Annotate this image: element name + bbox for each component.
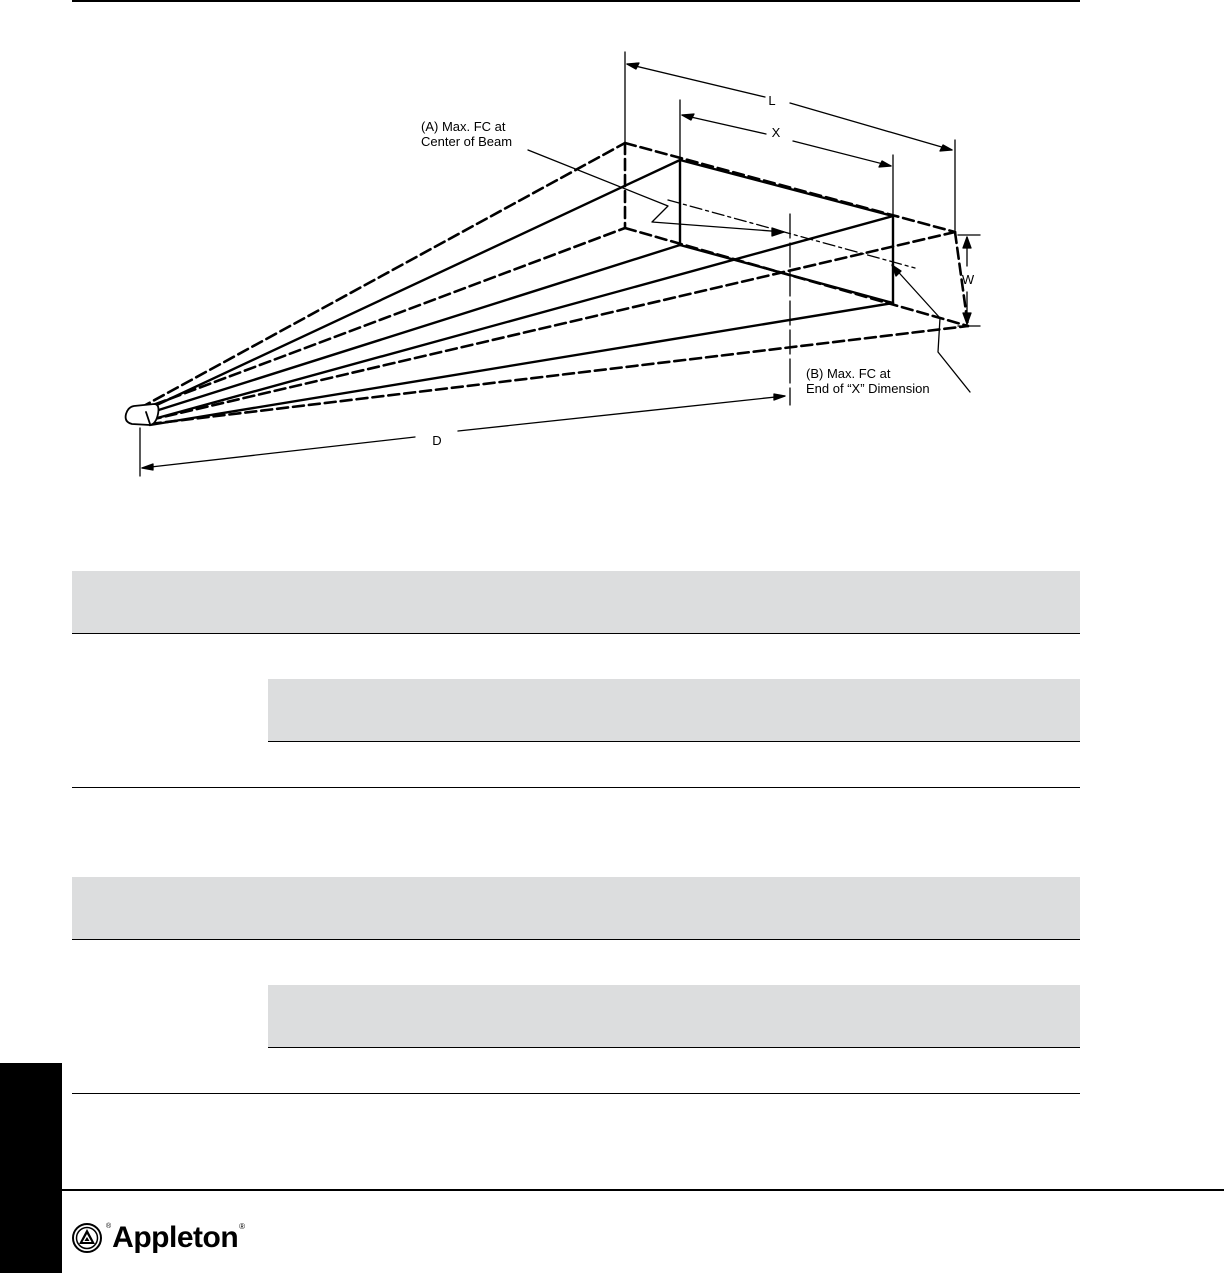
dim-label-L: L	[768, 93, 776, 108]
fixture-icon	[126, 404, 159, 425]
table2-subheader-band	[268, 985, 1080, 1047]
table1-header-rule	[72, 633, 1080, 634]
dim-label-D: D	[432, 433, 442, 448]
dimension-X	[680, 100, 893, 214]
section-tab	[0, 1063, 62, 1273]
logo-reg-mark: ®	[239, 1221, 246, 1231]
footer-rule	[62, 1189, 1224, 1191]
table2-subheader-rule	[268, 1047, 1080, 1048]
beam-diagram	[0, 0, 1224, 500]
table2-bottom-rule	[72, 1093, 1080, 1094]
leader-A	[528, 150, 784, 236]
logo-reg-mark-small: ®	[106, 1222, 112, 1230]
appleton-logo-icon	[72, 1223, 102, 1253]
table1-subheader-band	[268, 679, 1080, 741]
table2-header-rule	[72, 939, 1080, 940]
brand-name: Appleton	[112, 1221, 239, 1254]
dim-label-W: W	[961, 272, 975, 287]
table1-header-band	[72, 571, 1080, 633]
callout-a-line2: Center of Beam	[421, 134, 513, 149]
dimension-D	[140, 394, 785, 476]
table1-bottom-rule	[72, 787, 1080, 788]
callout-b-line1: (B) Max. FC at	[806, 366, 891, 381]
table1-subheader-rule	[268, 741, 1080, 742]
appleton-logo	[72, 1216, 245, 1260]
leader-B	[892, 265, 970, 392]
dimension-L	[625, 52, 955, 230]
callout-a-line1: (A) Max. FC at	[421, 119, 506, 134]
callout-b-line2: End of “X” Dimension	[806, 381, 930, 396]
table2-header-band	[72, 877, 1080, 939]
dim-label-X: X	[771, 125, 781, 140]
